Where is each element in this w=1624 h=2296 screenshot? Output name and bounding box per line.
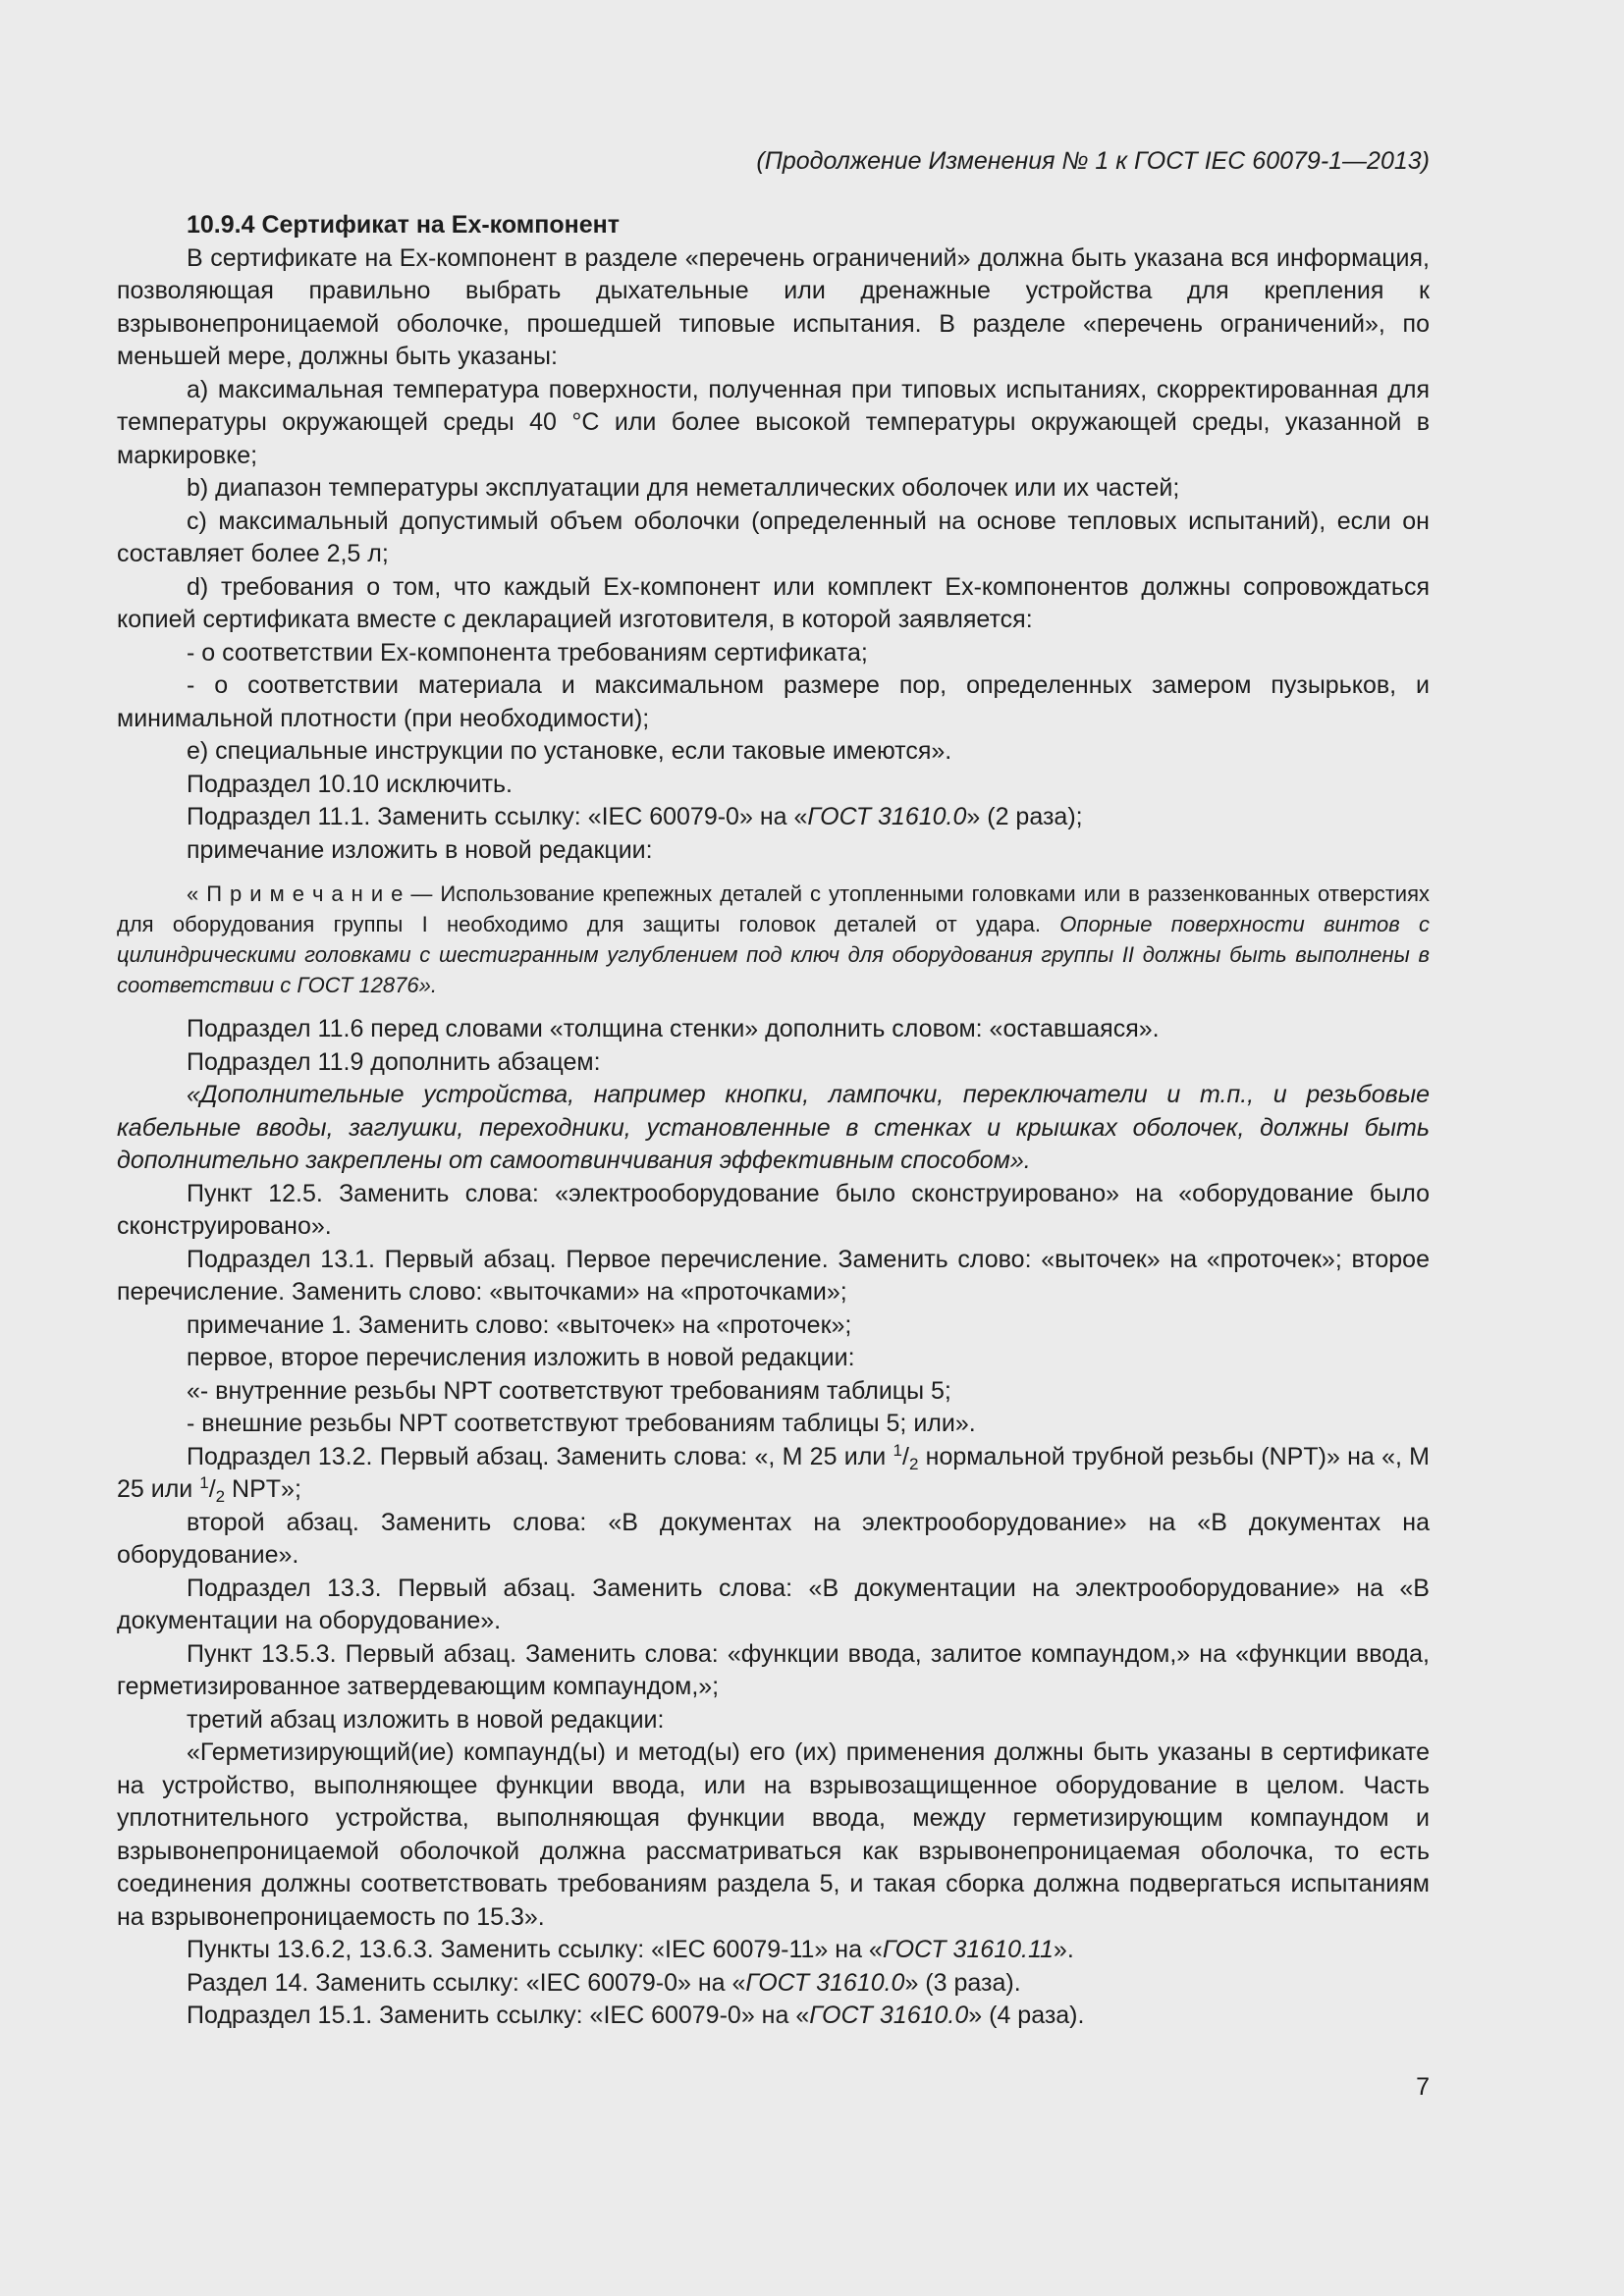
dash-item: - о соответствии Ex-компонента требованиям сертификата;: [187, 638, 868, 667]
list-item-d: d) требования о том, что каждый Ex-компонент или комплект Ex-компонентов должны сопровождаться копией сертификата вместе с декларацией изготовителя, в которой заявляется:: [117, 572, 1430, 633]
paragraph-ref: Пункты 13.6.2, 13.6.3. Заменить ссылку: «IEC 60079-11» на «ГОСТ 31610.11».: [187, 1936, 1074, 1963]
list-item-b: b) диапазон температуры эксплуатации для неметаллических оболочек или их частей;: [187, 474, 1180, 502]
document-body: [117, 209, 1430, 2033]
paragraph: Пункт 12.5. Заменить слова: «электрооборудование было сконструировано» на «оборудование было сконструировано».: [117, 1179, 1430, 1240]
paragraph-ref: Подраздел 15.1. Заменить ссылку: «IEC 60079-0» на «ГОСТ 31610.0» (4 раза).: [187, 2002, 1085, 2029]
paragraph: «- внутренние резьбы NPT соответствуют требованиям таблицы 5;: [187, 1376, 951, 1405]
page-number: 7: [1416, 2073, 1430, 2101]
dash-item: - о соответствии материала и максимальном размере пор, определенных замером пузырьков, и минимальной плотности (при необходимости);: [117, 671, 1430, 732]
paragraph: «Герметизирующий(ие) компаунд(ы) и метод(ы) его (их) применения должны быть указаны в сертификате на устройство, выполняющее функции ввода, или на взрывозащищенное оборудование в целом. Часть уплотнительного устройства, выполняющая функции ввода, между герметизирующим компаундом и взрывонепроницаемой оболочкой должна рассматриваться как взрывонепроницаемая оболочка, то есть соединения должны соответствовать требованиям раздела 5, и такая сборка должна подвергаться испытаниям на взрывонепроницаемость по 15.3».: [117, 1738, 1430, 1931]
paragraph-ref: Раздел 14. Заменить ссылку: «IEC 60079-0» на «ГОСТ 31610.0» (3 раза).: [187, 1968, 1021, 1997]
paragraph-11-1: Подраздел 11.1. Заменить ссылку: «IEC 60079-0» на «ГОСТ 31610.0» (2 раза);: [187, 803, 1083, 830]
paragraph: Подраздел 11.6 перед словами «толщина стенки» дополнить словом: «оставшаяся».: [187, 1015, 1160, 1042]
paragraph: третий абзац изложить в новой редакции:: [187, 1705, 665, 1734]
note-label: « П р и м е ч а н и е —: [187, 881, 433, 906]
italic-quote: «Дополнительные устройства, например кнопки, лампочки, переключатели и т.п., и резьбовые кабельные вводы, заглушки, переходники, установленные в стенках и крышках оболочек, должны быть дополнительно закреплены от самоотвинчивания эффективным способом».: [117, 1081, 1430, 1174]
running-header: (Продолжение Изменения № 1 к ГОСТ IEC 60079-1—2013): [756, 147, 1430, 175]
paragraph: Подраздел 10.10 исключить.: [187, 770, 513, 798]
paragraph: В сертификате на Ex-компонент в разделе «перечень ограничений» должна быть указана вся информация, позволяющая правильно выбрать дыхательные или дренажные устройства для крепления к взрывонепроницаемой оболочке, прошедшей типовые испытания. В разделе «перечень ограничений», по меньшей мере, должны быть указаны:: [117, 243, 1430, 370]
paragraph: - внешние резьбы NPT соответствуют требованиям таблицы 5; или».: [187, 1410, 976, 1437]
list-item-e: e) специальные инструкции по установке, если таковые имеются».: [187, 737, 952, 765]
note-block: « П р и м е ч а н и е — Использование крепежных деталей с утопленными головками или в раззенкованных отверстиях для оборудования группы I необходимо для защиты головок деталей от удара. Опорные поверхности винтов с цилиндрическими головками с шестигранным углублением под ключ для оборудования группы II должны быть выполнены в соответствии с ГОСТ 12876».: [117, 881, 1431, 997]
paragraph: примечание 1. Заменить слово: «выточек» на «проточек»;: [187, 1310, 852, 1339]
list-item-c: c) максимальный допустимый объем оболочки (определенный на основе тепловых испытаний), если он составляет более 2,5 л;: [117, 507, 1430, 567]
paragraph: Подраздел 13.3. Первый абзац. Заменить слова: «В документации на электрооборудование» на «В документации на оборудование».: [117, 1574, 1430, 1634]
paragraph: Подраздел 11.9 дополнить абзацем:: [187, 1047, 601, 1076]
paragraph-13-2: Подраздел 13.2. Первый абзац. Заменить слова: «, М 25 или $^1/_2$ нормальной трубной резьбы (NPT)» на «, М 25 или $^1/_2$ NPT»;: [117, 1440, 1431, 1506]
list-item-a: a) максимальная температура поверхности, полученная при типовых испытаниях, скорректированная для температуры окружающей среды 40 °С или более высокой температуры окружающей среды, указанной в маркировке;: [117, 375, 1430, 469]
paragraph: второй абзац. Заменить слова: «В документах на электрооборудование» на «В документах на оборудование».: [117, 1508, 1430, 1569]
paragraph: Пункт 13.5.3. Первый абзац. Заменить слова: «функции ввода, залитое компаундом,» на «функции ввода, герметизированное затвердевающим компаундом,»;: [117, 1639, 1430, 1700]
paragraph: примечание изложить в новой редакции:: [187, 835, 653, 864]
paragraph: первое, второе перечисления изложить в новой редакции:: [187, 1344, 855, 1371]
paragraph: Подраздел 13.1. Первый абзац. Первое перечисление. Заменить слово: «выточек» на «проточек»; второе перечисление. Заменить слово: «выточками» на «проточками»;: [117, 1245, 1430, 1306]
section-heading: 10.9.4 Сертификат на Ex-компонент: [187, 211, 621, 239]
